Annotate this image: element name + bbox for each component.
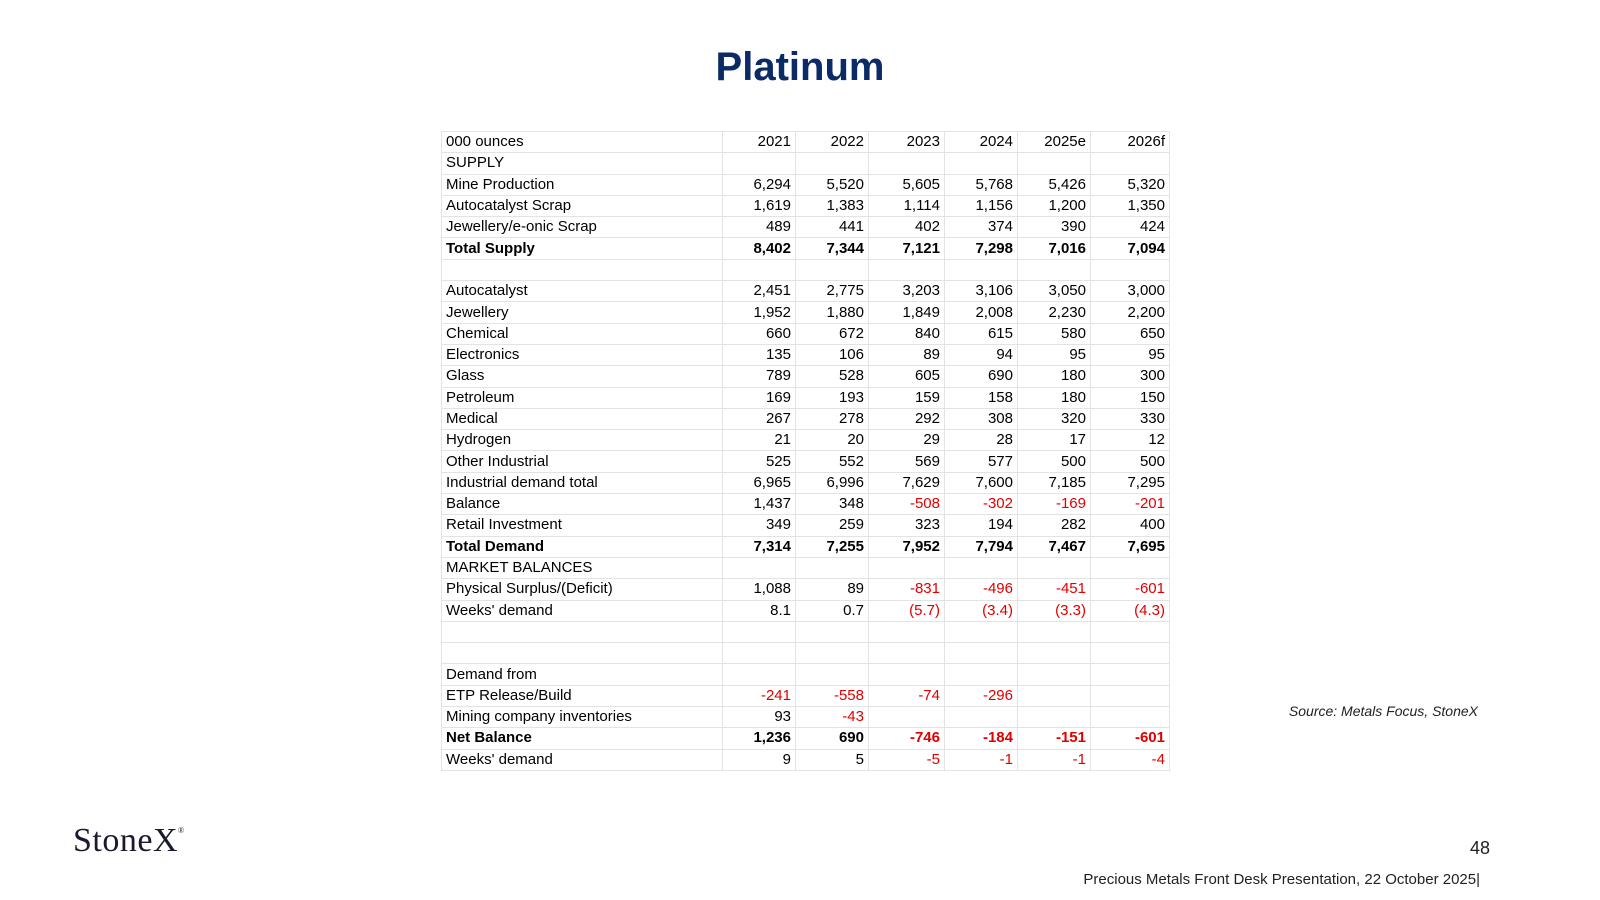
- row-value: 95: [1091, 344, 1170, 365]
- row-value: 5,320: [1091, 174, 1170, 195]
- table-row: [442, 387, 1170, 408]
- row-value: 7,016: [1018, 238, 1091, 259]
- table-row: [442, 195, 1170, 216]
- row-value: -601: [1091, 579, 1170, 600]
- table-row: [442, 536, 1170, 557]
- row-value: -4: [1091, 749, 1170, 770]
- row-value: -169: [1018, 494, 1091, 515]
- row-value: 577: [945, 451, 1018, 472]
- row-value: [945, 557, 1018, 578]
- table-row: [442, 408, 1170, 429]
- row-label: Jewellery: [442, 302, 723, 323]
- row-value: -151: [1018, 728, 1091, 749]
- row-value: 840: [869, 323, 945, 344]
- row-label: Total Demand: [442, 536, 723, 557]
- row-value: 374: [945, 217, 1018, 238]
- row-value: 3,106: [945, 281, 1018, 302]
- row-value: 7,600: [945, 472, 1018, 493]
- row-label: Weeks' demand: [442, 749, 723, 770]
- platinum-balance-table: [441, 131, 1170, 771]
- header-year: 2024: [945, 132, 1018, 153]
- row-value: 259: [796, 515, 869, 536]
- row-value: 1,156: [945, 195, 1018, 216]
- row-value: (4.3): [1091, 600, 1170, 621]
- row-value: [723, 259, 796, 280]
- table-row: [442, 643, 1170, 664]
- row-value: -601: [1091, 728, 1170, 749]
- row-value: [1018, 621, 1091, 642]
- row-value: [945, 707, 1018, 728]
- table-row: [442, 579, 1170, 600]
- source-note: Source: Metals Focus, StoneX: [1288, 703, 1478, 719]
- row-value: 2,200: [1091, 302, 1170, 323]
- row-value: [1091, 685, 1170, 706]
- table-row: [442, 621, 1170, 642]
- row-value: -508: [869, 494, 945, 515]
- row-value: [1091, 557, 1170, 578]
- row-value: 1,114: [869, 195, 945, 216]
- row-label: Mining company inventories: [442, 707, 723, 728]
- row-value: 193: [796, 387, 869, 408]
- row-value: 0.7: [796, 600, 869, 621]
- row-label: Autocatalyst Scrap: [442, 195, 723, 216]
- row-value: [869, 557, 945, 578]
- row-label: Medical: [442, 408, 723, 429]
- row-value: -296: [945, 685, 1018, 706]
- row-value: [723, 557, 796, 578]
- row-label: Hydrogen: [442, 430, 723, 451]
- row-value: 525: [723, 451, 796, 472]
- table-row: [442, 515, 1170, 536]
- row-value: 5,605: [869, 174, 945, 195]
- row-value: 615: [945, 323, 1018, 344]
- row-value: [1018, 685, 1091, 706]
- table-row: [442, 217, 1170, 238]
- row-value: 180: [1018, 387, 1091, 408]
- row-value: -746: [869, 728, 945, 749]
- row-value: [869, 707, 945, 728]
- row-value: 8,402: [723, 238, 796, 259]
- row-value: [796, 643, 869, 664]
- table-row: [442, 557, 1170, 578]
- row-value: (3.3): [1018, 600, 1091, 621]
- row-value: 5,768: [945, 174, 1018, 195]
- row-label: Industrial demand total: [442, 472, 723, 493]
- table-row: [442, 366, 1170, 387]
- table-row: [442, 451, 1170, 472]
- row-value: 690: [796, 728, 869, 749]
- row-value: -558: [796, 685, 869, 706]
- row-value: [945, 259, 1018, 280]
- row-label: Retail Investment: [442, 515, 723, 536]
- row-value: 158: [945, 387, 1018, 408]
- row-value: 528: [796, 366, 869, 387]
- row-value: [869, 259, 945, 280]
- row-value: [723, 643, 796, 664]
- row-label: Other Industrial: [442, 451, 723, 472]
- row-value: 7,794: [945, 536, 1018, 557]
- row-value: 552: [796, 451, 869, 472]
- row-value: 2,230: [1018, 302, 1091, 323]
- row-value: 1,350: [1091, 195, 1170, 216]
- table-row: [442, 344, 1170, 365]
- row-value: 93: [723, 707, 796, 728]
- header-year: 2025e: [1018, 132, 1091, 153]
- row-value: 1,952: [723, 302, 796, 323]
- row-value: -302: [945, 494, 1018, 515]
- row-value: 650: [1091, 323, 1170, 344]
- row-value: 489: [723, 217, 796, 238]
- row-value: 5: [796, 749, 869, 770]
- row-value: 424: [1091, 217, 1170, 238]
- row-value: 7,952: [869, 536, 945, 557]
- row-value: 5,426: [1018, 174, 1091, 195]
- row-label: Physical Surplus/(Deficit): [442, 579, 723, 600]
- table-body: [442, 132, 1170, 771]
- row-value: 6,294: [723, 174, 796, 195]
- row-value: 12: [1091, 430, 1170, 451]
- row-label: Mine Production: [442, 174, 723, 195]
- row-value: 441: [796, 217, 869, 238]
- table-row: [442, 238, 1170, 259]
- row-value: 2,451: [723, 281, 796, 302]
- row-value: 3,050: [1018, 281, 1091, 302]
- row-value: 20: [796, 430, 869, 451]
- row-label: Autocatalyst: [442, 281, 723, 302]
- row-value: [1018, 707, 1091, 728]
- table-row: [442, 494, 1170, 515]
- row-value: 135: [723, 344, 796, 365]
- row-value: [723, 664, 796, 685]
- row-value: 605: [869, 366, 945, 387]
- footer-text: Precious Metals Front Desk Presentation, 22 October 2025|: [1083, 871, 1480, 888]
- row-value: [796, 259, 869, 280]
- header-year: 2021: [723, 132, 796, 153]
- row-value: [945, 664, 1018, 685]
- row-value: 580: [1018, 323, 1091, 344]
- row-value: 400: [1091, 515, 1170, 536]
- row-value: 7,344: [796, 238, 869, 259]
- row-label: Petroleum: [442, 387, 723, 408]
- row-label: Balance: [442, 494, 723, 515]
- row-value: 7,629: [869, 472, 945, 493]
- row-value: 348: [796, 494, 869, 515]
- row-value: [1091, 707, 1170, 728]
- table-row: [442, 302, 1170, 323]
- row-value: 7,121: [869, 238, 945, 259]
- row-value: 7,295: [1091, 472, 1170, 493]
- row-value: 89: [869, 344, 945, 365]
- row-value: 278: [796, 408, 869, 429]
- row-value: 7,094: [1091, 238, 1170, 259]
- row-value: 150: [1091, 387, 1170, 408]
- row-value: [1091, 153, 1170, 174]
- row-value: 9: [723, 749, 796, 770]
- row-value: 180: [1018, 366, 1091, 387]
- row-value: 330: [1091, 408, 1170, 429]
- header-year: 2022: [796, 132, 869, 153]
- row-value: [723, 621, 796, 642]
- row-value: [1091, 259, 1170, 280]
- row-value: [1018, 557, 1091, 578]
- row-value: 1,619: [723, 195, 796, 216]
- table-row: [442, 472, 1170, 493]
- row-value: 21: [723, 430, 796, 451]
- row-value: 17: [1018, 430, 1091, 451]
- table-row: [442, 281, 1170, 302]
- row-value: 323: [869, 515, 945, 536]
- row-value: 1,088: [723, 579, 796, 600]
- page-title: Platinum: [715, 45, 885, 89]
- row-value: 7,298: [945, 238, 1018, 259]
- row-value: [945, 621, 1018, 642]
- stonex-logo: [73, 822, 185, 860]
- table-row: [442, 600, 1170, 621]
- row-value: [796, 664, 869, 685]
- page-number: 48: [1469, 838, 1490, 858]
- row-value: -1: [945, 749, 1018, 770]
- row-label: [442, 643, 723, 664]
- table-row: [442, 259, 1170, 280]
- row-value: 292: [869, 408, 945, 429]
- row-value: 89: [796, 579, 869, 600]
- table-row: [442, 685, 1170, 706]
- row-value: 6,965: [723, 472, 796, 493]
- row-label: [442, 621, 723, 642]
- header-label: 000 ounces: [442, 132, 723, 153]
- row-value: 1,383: [796, 195, 869, 216]
- row-value: 3,203: [869, 281, 945, 302]
- row-value: 1,849: [869, 302, 945, 323]
- row-value: [1091, 643, 1170, 664]
- row-value: [1018, 643, 1091, 664]
- row-value: -1: [1018, 749, 1091, 770]
- row-value: -184: [945, 728, 1018, 749]
- row-value: [796, 557, 869, 578]
- row-value: 349: [723, 515, 796, 536]
- row-value: 402: [869, 217, 945, 238]
- row-value: [869, 664, 945, 685]
- table-header-row: [442, 132, 1170, 153]
- row-label: ETP Release/Build: [442, 685, 723, 706]
- row-value: -43: [796, 707, 869, 728]
- row-value: [1018, 664, 1091, 685]
- row-value: [1091, 621, 1170, 642]
- row-value: 267: [723, 408, 796, 429]
- row-value: [1018, 153, 1091, 174]
- table-row: [442, 707, 1170, 728]
- row-value: 106: [796, 344, 869, 365]
- row-value: [1018, 259, 1091, 280]
- header-year: 2026f: [1091, 132, 1170, 153]
- row-value: 7,255: [796, 536, 869, 557]
- header-year: 2023: [869, 132, 945, 153]
- row-value: 500: [1091, 451, 1170, 472]
- row-label: Total Supply: [442, 238, 723, 259]
- row-value: 1,880: [796, 302, 869, 323]
- row-value: [869, 153, 945, 174]
- row-value: 169: [723, 387, 796, 408]
- row-value: 789: [723, 366, 796, 387]
- row-value: (5.7): [869, 600, 945, 621]
- row-value: 390: [1018, 217, 1091, 238]
- row-value: [723, 153, 796, 174]
- row-value: -241: [723, 685, 796, 706]
- row-value: 672: [796, 323, 869, 344]
- row-value: -496: [945, 579, 1018, 600]
- row-value: 6,996: [796, 472, 869, 493]
- row-value: -831: [869, 579, 945, 600]
- row-value: 300: [1091, 366, 1170, 387]
- table-row: [442, 728, 1170, 749]
- row-value: 95: [1018, 344, 1091, 365]
- row-label: Weeks' demand: [442, 600, 723, 621]
- row-value: 308: [945, 408, 1018, 429]
- row-value: 29: [869, 430, 945, 451]
- row-value: 159: [869, 387, 945, 408]
- row-value: 7,467: [1018, 536, 1091, 557]
- row-value: -5: [869, 749, 945, 770]
- row-value: 282: [1018, 515, 1091, 536]
- row-label: Glass: [442, 366, 723, 387]
- row-value: 28: [945, 430, 1018, 451]
- row-value: [796, 153, 869, 174]
- row-value: [945, 643, 1018, 664]
- row-value: [1091, 664, 1170, 685]
- row-value: (3.4): [945, 600, 1018, 621]
- row-value: [796, 621, 869, 642]
- row-value: 690: [945, 366, 1018, 387]
- row-value: [945, 153, 1018, 174]
- row-label: Demand from: [442, 664, 723, 685]
- table-row: [442, 749, 1170, 770]
- row-value: [869, 643, 945, 664]
- row-value: 7,314: [723, 536, 796, 557]
- row-value: 194: [945, 515, 1018, 536]
- row-value: -201: [1091, 494, 1170, 515]
- row-value: 8.1: [723, 600, 796, 621]
- row-label: SUPPLY: [442, 153, 723, 174]
- row-value: 320: [1018, 408, 1091, 429]
- row-value: 7,185: [1018, 472, 1091, 493]
- row-value: 1,437: [723, 494, 796, 515]
- row-label: Chemical: [442, 323, 723, 344]
- row-value: 7,695: [1091, 536, 1170, 557]
- row-value: [869, 621, 945, 642]
- table-row: [442, 174, 1170, 195]
- row-value: 2,008: [945, 302, 1018, 323]
- row-value: 1,236: [723, 728, 796, 749]
- row-label: MARKET BALANCES: [442, 557, 723, 578]
- row-label: Net Balance: [442, 728, 723, 749]
- row-label: Electronics: [442, 344, 723, 365]
- row-value: -74: [869, 685, 945, 706]
- row-value: 2,775: [796, 281, 869, 302]
- table-row: [442, 664, 1170, 685]
- row-value: 94: [945, 344, 1018, 365]
- row-value: -451: [1018, 579, 1091, 600]
- row-value: 660: [723, 323, 796, 344]
- table-row: [442, 430, 1170, 451]
- logo-text: StoneX: [73, 822, 178, 859]
- row-value: 3,000: [1091, 281, 1170, 302]
- row-label: [442, 259, 723, 280]
- row-label: Jewellery/e-onic Scrap: [442, 217, 723, 238]
- row-value: 569: [869, 451, 945, 472]
- table-row: [442, 323, 1170, 344]
- logo-registered-mark: ®: [178, 826, 185, 835]
- row-value: 500: [1018, 451, 1091, 472]
- table-row: [442, 153, 1170, 174]
- row-value: 1,200: [1018, 195, 1091, 216]
- row-value: 5,520: [796, 174, 869, 195]
